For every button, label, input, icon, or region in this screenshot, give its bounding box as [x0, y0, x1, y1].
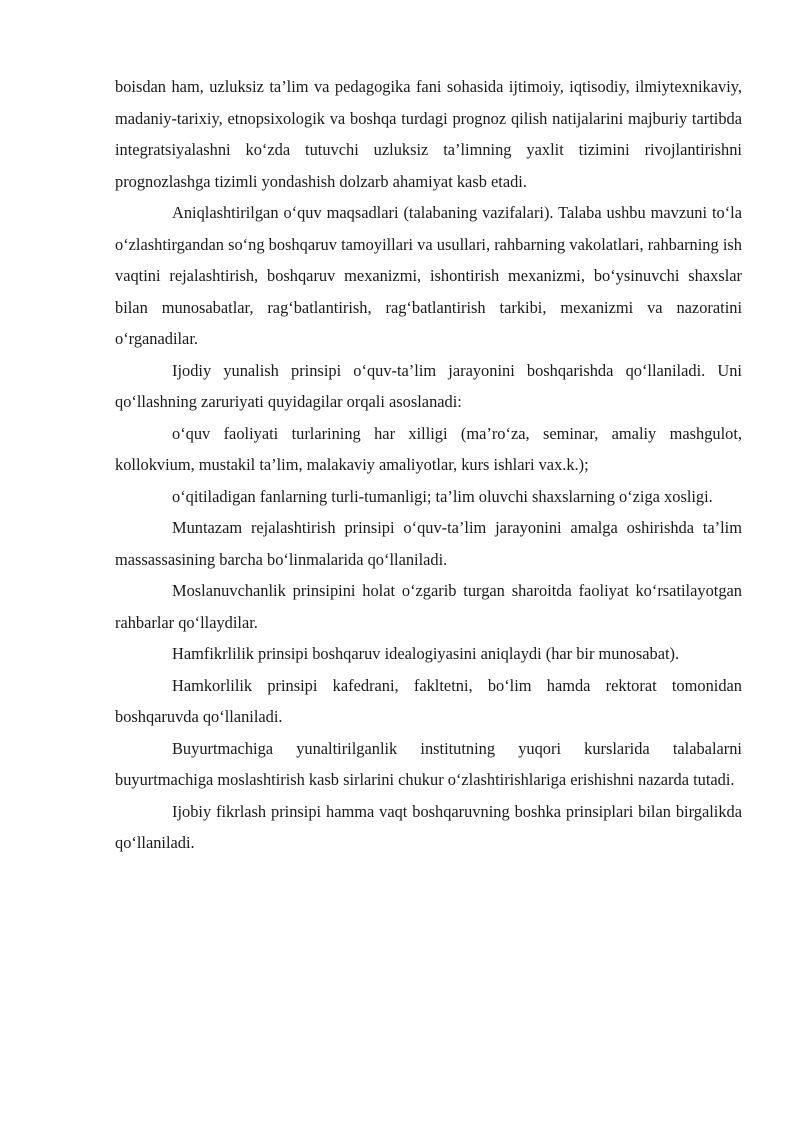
paragraph-8: Hamfikrlilik prinsipi boshqaruv idealogiyasini aniqlaydi (har bir munosabat). [172, 644, 680, 663]
paragraph-6: Muntazam rejalashtirish prinsipi o‘quv-ta’lim jarayonini amalga oshirishda ta’lim massassasining barcha bo‘linmalarida qo‘llaniladi. [115, 518, 742, 569]
paragraph-4: o‘quv faoliyati turlarining har xilligi (ma’ro‘za, seminar, amaliy mashgulot, kollokvium, mustakil ta’lim, malakaviy amaliyotlar, kurs ishlari vax.k.); [115, 423, 742, 474]
paragraph-5: o‘qitiladigan fanlarning turli-tumanligi; ta’lim oluvchi shaxslarning o‘ziga xosligi. [172, 486, 713, 506]
paragraph-3: Ijodiy yunalish prinsipi o‘quv-ta’lim jarayonini boshqarishda qo‘llaniladi. Uni qo‘llashning zaruriyati quyidagilar orqali asoslanadi: [115, 360, 742, 411]
paragraph-7: Moslanuvchanlik prinsipini holat o‘zgarib turgan sharoitda faoliyat ko‘rsatilayotgan rahbarlar qo‘llaydilar. [115, 581, 742, 632]
paragraph-10: Buyurtmachiga yunaltirilganlik institutning yuqori kurslarida talabalarni buyurtmachiga moslashtirish kasb sirlarini chukur o‘zlashtirishlariga erishishni nazarda tutadi. [115, 738, 742, 789]
paragraph-2: Aniqlashtirilgan o‘quv maqsadlari (talabaning vazifalari). Talaba ushbu mavzuni to‘la o‘zlashtirgandan so‘ng boshqaruv tamoyillari va usullari, rahbarning vakolatlari, rahbarning ish vaqtini rejalashtirish, boshqaruv mexanizmi, ishontirish mexanizmi, bo‘ysinuvchi shaxslar bilan munosabatlar, rag‘batlantirish, rag‘batlantirish tarkibi, mexanizmi va nazoratini o‘rganadilar. [115, 203, 742, 348]
paragraph-1: boisdan ham, uzluksiz ta’lim va pedagogika fani sohasida ijtimoiy, iqtisodiy, ilmiytexnikaviy, madaniy-tarixiy, etnopsixologik va boshqa turdagi prognoz qilish natijalarini majburiy tartibda integratsiyalashni ko‘zda tutuvchi uzluksiz ta’limning yaxlit tizimini rivojlantirishni prognozlashga tizimli yondashish dolzarb ahamiyat kasb etadi. [115, 77, 742, 191]
paragraph-9: Hamkorlilik prinsipi kafedrani, fakltetni, bo‘lim hamda rektorat tomonidan boshqaruvda qo‘llaniladi. [115, 675, 742, 726]
paragraph-11: Ijobiy fikrlash prinsipi hamma vaqt boshqaruvning boshka prinsiplari bilan birgalikda qo‘llaniladi. [115, 801, 742, 852]
document-body [115, 71, 742, 859]
